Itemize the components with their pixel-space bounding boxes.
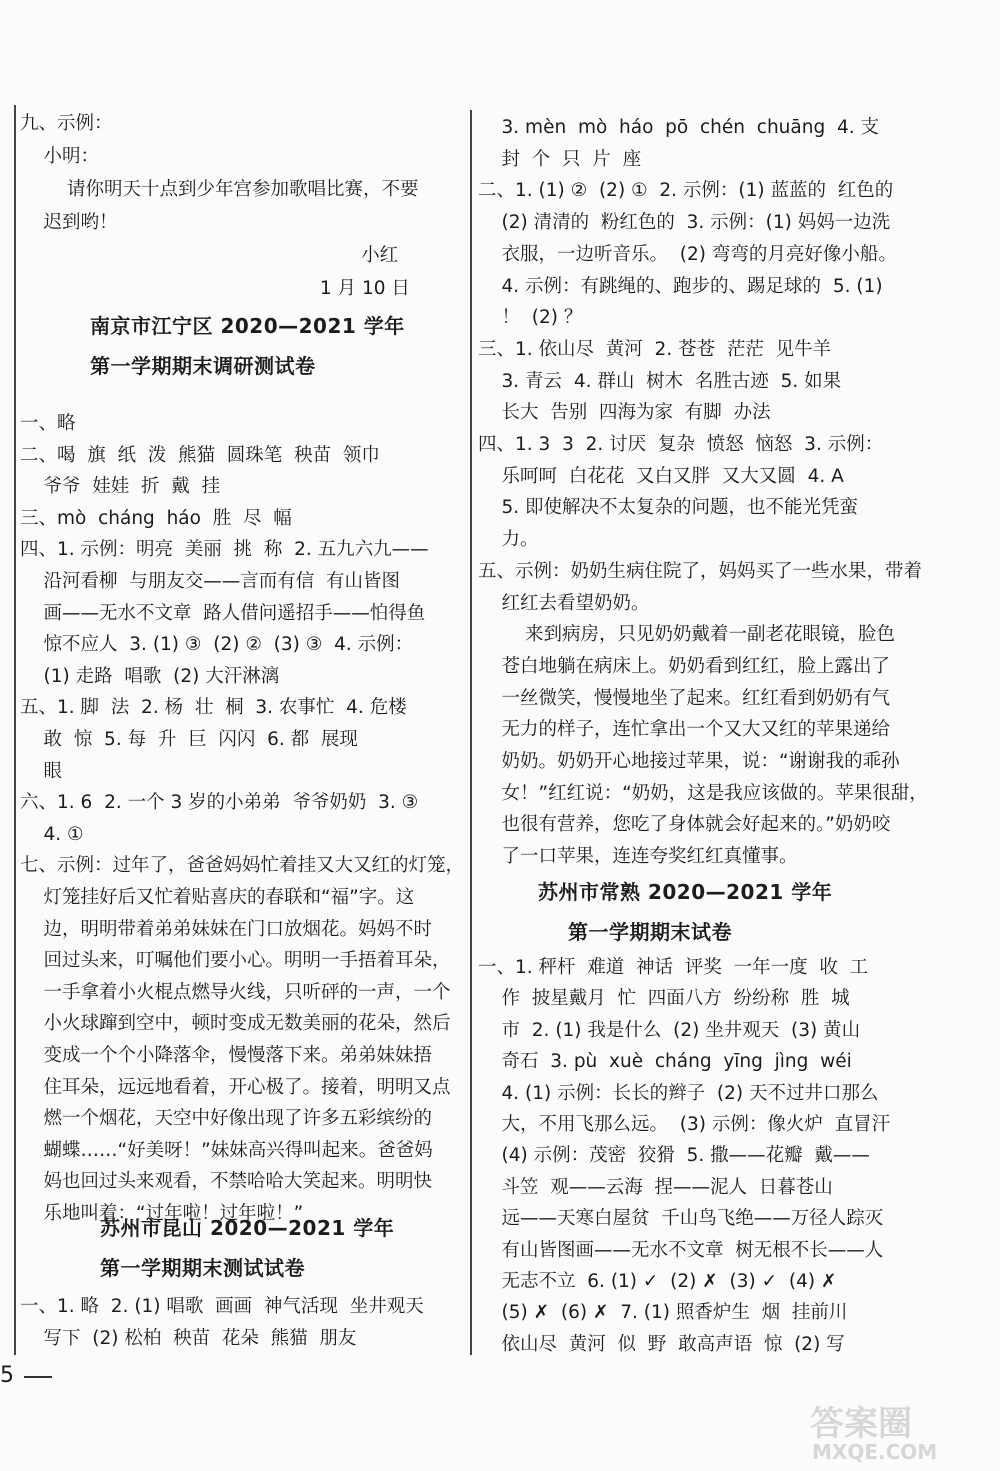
answer-line: 画——无水不文章 路人借问遥招手——怕得鱼 xyxy=(20,602,426,624)
answer-line: 四、1. 3 3 2. 讨厌 复杂 愤怒 恼怒 3. 示例： xyxy=(478,434,884,455)
notice-line: 九、示例： xyxy=(20,113,113,134)
answer-line: 五、示例：奶奶生病住院了，妈妈买了一些水果，带着 xyxy=(478,560,923,582)
answer-line: (4) 示例：茂密 狡猾 5. 撒——花瓣 戴—— xyxy=(478,1145,870,1167)
answer-line: 封 个 只 片 座 xyxy=(478,148,642,170)
notice-line: 小红 xyxy=(20,245,399,266)
section-title: 南京市江宁区 2020—2021 学年 xyxy=(90,314,405,338)
answer-line: 写下 (2) 松柏 秧苗 花朵 熊猫 朋友 xyxy=(20,1327,357,1349)
answer-line: 一、略 xyxy=(20,413,76,434)
answer-line: 无志不立 6. (1) ✓ (2) ✗ (3) ✓ (4) ✗ xyxy=(478,1271,837,1292)
answer-line: ！ (2) ？ xyxy=(478,307,583,329)
column-divider xyxy=(470,110,472,1355)
answer-line: 大，不用飞那么远。 (3) 示例：像火炉 直冒汗 xyxy=(478,1114,891,1135)
left-margin-rule xyxy=(14,105,16,1355)
notice-line: 小明： xyxy=(20,146,100,167)
watermark-logo xyxy=(800,1395,990,1465)
section-title: 苏州市昆山 2020—2021 学年 xyxy=(100,1216,395,1240)
answer-line: 力。 xyxy=(478,529,539,551)
answer-line: 4. (1) 示例：长长的辫子 (2) 天不过井口那么 xyxy=(478,1082,879,1104)
answer-line: 四、1. 示例：明亮 美丽 挑 称 2. 五九六九—— xyxy=(20,539,429,561)
answer-line: 4. 示例：有跳绳的、跑步的、踢足球的 5. (1) xyxy=(478,275,883,297)
answer-line: 五、1. 脚 法 2. 杨 壮 桐 3. 农事忙 4. 危楼 xyxy=(20,697,407,719)
answer-line: 依山尽 黄河 似 野 敢高声语 惊 (2) 写 xyxy=(478,1333,845,1355)
answer-line: 也很有营养，您吃了身体就会好起来的。”奶奶咬 xyxy=(478,814,891,836)
answer-line: 奇石 3. pù xuè cháng yīng jìng wéi xyxy=(478,1051,852,1073)
answer-line: 有山皆图画——无水不文章 树无根不长——人 xyxy=(478,1239,884,1261)
answer-line: (5) ✗ (6) ✗ 7. (1) 照香炉生 烟 挂前川 xyxy=(478,1302,848,1324)
answer-line: 5. 即使解决不太复杂的问题，也不能光凭蛮 xyxy=(478,497,859,519)
answer-line: 回过头来，叮嘱他们要小心。明明一手捂着耳朵， xyxy=(20,950,451,972)
answer-line: 长大 告别 四海为家 有脚 办法 xyxy=(478,402,771,424)
answer-line: 一手拿着小火棍点燃导火线，只听砰的一声，一个 xyxy=(20,981,451,1003)
answer-line: 七、示例：过年了，爸爸妈妈忙着挂又大又红的灯笼， xyxy=(20,855,465,877)
page-number-dash xyxy=(24,1376,52,1378)
answer-line: 住耳朵，远远地看着，开心极了。接着，明明又点 xyxy=(20,1076,451,1098)
section-title: 第一学期期末试卷 xyxy=(568,920,732,944)
answer-line: 燃一个烟花，天空中好像出现了许多五彩缤纷的 xyxy=(20,1108,433,1130)
answer-line: 边，明明带着弟弟妹妹在门口放烟花。妈妈不时 xyxy=(20,918,433,940)
answer-line: 爷爷 娃娃 折 戴 挂 xyxy=(20,476,221,498)
answer-line: 乐呵呵 白花花 又白又胖 又大又圆 4. A xyxy=(478,465,844,487)
answer-line: 4. ① xyxy=(20,823,84,845)
answer-line: 二、喝 旗 纸 泼 熊猫 圆珠笔 秧苗 领巾 xyxy=(20,444,380,466)
answer-line: (2) 清清的 粉红色的 3. 示例：(1) 妈妈一边洗 xyxy=(478,212,891,234)
notice-line: 迟到哟！ xyxy=(20,212,118,233)
answer-line: 市 2. (1) 我是什么 (2) 坐井观天 (3) 黄山 xyxy=(478,1019,861,1041)
answer-line: 3. mèn mò háo pō chén chuāng 4. 支 xyxy=(478,117,879,138)
section-title: 第一学期期末测试试卷 xyxy=(100,1256,305,1280)
watermark-url: MXQE.COM xyxy=(812,1440,938,1464)
answer-line: 蝴蝶……“好美呀！”妹妹高兴得叫起来。爸爸妈 xyxy=(20,1139,433,1161)
answer-line: 六、1. 6 2. 一个 3 岁的小弟弟 爷爷奶奶 3. ③ xyxy=(20,792,419,814)
notice-line: 1 月 10 日 xyxy=(20,278,410,299)
answer-line: 女！”红红说：“奶奶，这是我应该做的。苹果很甜， xyxy=(478,782,928,804)
answer-line: 妈也回过头来观看，不禁哈哈大笑起来。明明快 xyxy=(20,1171,433,1193)
answer-line: 苍白地躺在病床上。奶奶看到红红，脸上露出了 xyxy=(478,655,891,677)
answer-line: 三、1. 依山尽 黄河 2. 苍苍 茫茫 见牛羊 xyxy=(478,338,832,360)
notice-line: 请你明天十点到少年宫参加歌唱比赛，不要 xyxy=(20,179,419,200)
answer-line: (1) 走路 唱歌 (2) 大汗淋漓 xyxy=(20,665,280,687)
answer-line: 红红去看望奶奶。 xyxy=(478,592,650,614)
answer-line: 了一口苹果，连连夸奖红红真懂事。 xyxy=(478,846,798,868)
answer-line: 三、mò cháng háo 胜 尽 幅 xyxy=(20,507,292,529)
answer-line: 远——天寒白屋贫 千山鸟飞绝——万径人踪灭 xyxy=(478,1208,884,1230)
answer-line: 来到病房，只见奶奶戴着一副老花眼镜，脸色 xyxy=(478,624,896,646)
answer-line: 二、1. (1) ② (2) ① 2. 示例：(1) 蓝蓝的 红色的 xyxy=(478,180,894,202)
answer-line: 惊不应人 3. (1) ③ (2) ② (3) ③ 4. 示例： xyxy=(20,634,414,656)
answer-line: 敢 惊 5. 每 升 巨 闪闪 6. 都 展现 xyxy=(20,729,358,750)
watermark-logo-text: 答案圈 xyxy=(810,1404,912,1444)
answer-line: 变成一个个小降落伞，慢慢落下来。弟弟妹妹捂 xyxy=(20,1045,433,1066)
section-title: 苏州市常熟 2020—2021 学年 xyxy=(538,880,833,904)
answer-line: 衣服，一边听音乐。 (2) 弯弯的月亮好像小船。 xyxy=(478,243,897,265)
answer-line: 一、1. 略 2. (1) 唱歌 画画 神气活现 坐井观天 xyxy=(20,1296,424,1317)
answer-line: 无力的样子，连忙拿出一个又大又红的苹果递给 xyxy=(478,719,891,741)
section-title: 第一学期期末调研测试卷 xyxy=(90,354,316,378)
answer-line: 作 披星戴月 忙 四面八方 纷纷称 胜 城 xyxy=(478,988,850,1010)
answer-line: 3. 青云 4. 群山 树木 名胜古迹 5. 如果 xyxy=(478,370,842,392)
answer-line: 眼 xyxy=(20,760,63,782)
answer-line: 乐地叫着：“过年啦！过年啦！” xyxy=(20,1203,304,1224)
answer-line: 灯笼挂好后又忙着贴喜庆的春联和“福”字。这 xyxy=(20,887,415,908)
answer-line: 沿河看柳 与朋友交——言而有信 有山皆图 xyxy=(20,571,401,592)
page-number: 5 xyxy=(0,1363,14,1388)
answer-line: 奶奶。奶奶开心地接过苹果，说：“谢谢我的乖孙 xyxy=(478,751,900,772)
answer-line: 小火球蹿到空中，顿时变成无数美丽的花朵，然后 xyxy=(20,1013,451,1035)
answer-line: 斗笠 观——云海 捏——泥人 日暮苍山 xyxy=(478,1176,833,1198)
answer-line: 一丝微笑，慢慢地坐了起来。红红看到奶奶有气 xyxy=(478,687,891,709)
answer-line: 一、1. 秤杆 难道 神话 评奖 一年一度 收 工 xyxy=(478,957,869,978)
